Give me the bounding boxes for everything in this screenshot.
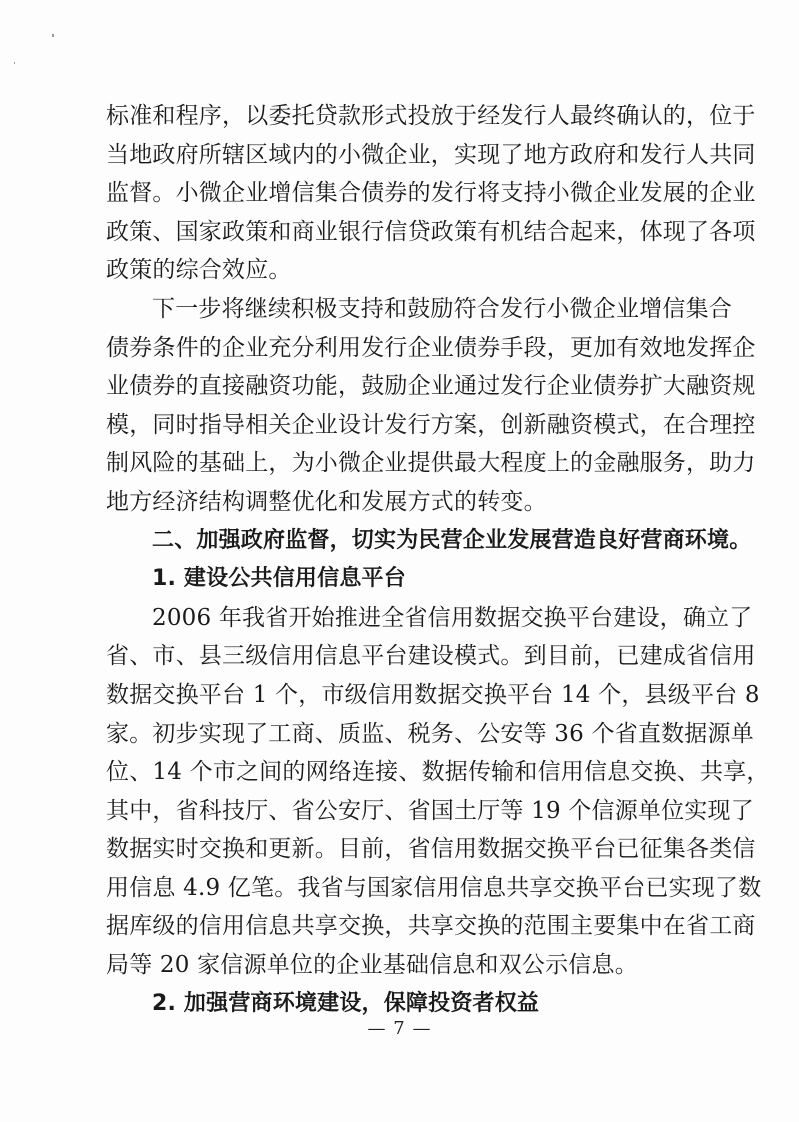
text-line: 政策、国家政策和商业银行信贷政策有机结合起来，体现了各项 (106, 218, 756, 245)
subheading-1: 1. 建设公共信用信息平台 (152, 566, 406, 592)
text-line: 局等 20 家信源单位的企业基础信息和双公示信息。 (106, 952, 638, 979)
text-line: 家。初步实现了工商、质监、税务、公安等 36 个省直数据源单 (106, 720, 754, 747)
scan-speck (14, 62, 15, 64)
page-number: — 7 — (367, 1018, 432, 1039)
text-line: 当地政府所辖区域内的小微企业，实现了地方政府和发行人共同 (106, 141, 756, 168)
text-line: 数据交换平台 1 个，市级信用数据交换平台 14 个，县级平台 8 (106, 681, 760, 708)
paragraph-2 (106, 290, 756, 522)
text-line: 据库级的信用信息共享交换，共享交换的范围主要集中在省工商 (106, 913, 756, 940)
section-heading: 二、加强政府监督，切实为民营企业发展营造良好营商环境。 (152, 527, 752, 553)
text-line: 省、市、县三级信用信息平台建设模式。到目前，已建成省信用 (106, 643, 756, 670)
scan-speck (52, 34, 54, 37)
paragraph-3 (106, 599, 770, 985)
text-line: 下一步将继续积极支持和鼓励符合发行小微企业增信集合 (152, 295, 732, 322)
text-line: 制风险的基础上，为小微企业提供最大程度上的金融服务，助力 (106, 450, 756, 477)
text-line: 用信息 4.9 亿笔。我省与国家信用信息共享交换平台已实现了数 (106, 874, 762, 901)
text-line: 监督。小微企业增信集合债券的发行将支持小微企业发展的企业 (106, 180, 756, 207)
text-line: 债券条件的企业充分利用发行企业债券手段，更加有效地发挥企 (106, 334, 756, 361)
text-line: 业债券的直接融资功能，鼓励企业通过发行企业债券扩大融资规 (106, 373, 756, 400)
text-line: 标准和程序，以委托贷款形式投放于经发行人最终确认的，位于 (106, 103, 756, 129)
subheading-2: 2. 加强营商环境建设，保障投资者权益 (152, 990, 540, 1016)
document-body (106, 97, 770, 1023)
text-line: 数据实时交换和更新。目前，省信用数据交换平台已征集各类信 (106, 836, 756, 863)
text-line: 地方经济结构调整优化和发展方式的转变。 (106, 488, 547, 515)
text-line: 模，同时指导相关企业设计发行方案，创新融资模式，在合理控 (106, 411, 756, 438)
text-line: 其中，省科技厅、省公安厅、省国土厅等 19 个信源单位实现了 (106, 797, 754, 824)
text-line: 2006 年我省开始推进全省信用数据交换平台建设，确立了 (152, 604, 753, 631)
paragraph-1 (106, 97, 756, 290)
text-line: 政策的综合效应。 (106, 257, 292, 284)
text-line: 位、14 个市之间的网络连接、数据传输和信用信息交换、共享， (106, 759, 770, 786)
